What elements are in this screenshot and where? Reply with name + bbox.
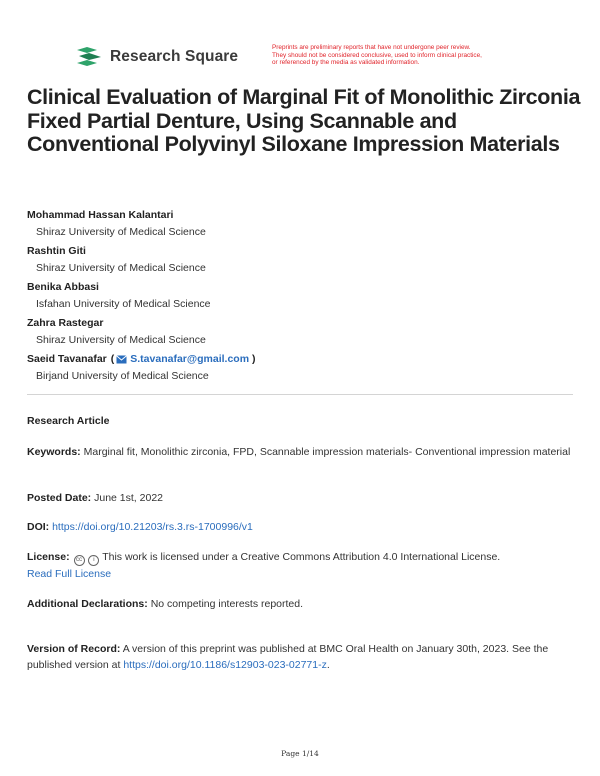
author-list [27, 206, 567, 386]
posted-date-section [27, 490, 577, 506]
research-square-logo[interactable] [75, 46, 238, 68]
mail-icon [116, 355, 127, 364]
author-name[interactable]: Saeid Tavanafar [27, 353, 107, 365]
doi-section [27, 519, 577, 535]
vor-text: A version of this preprint was published at BMC Oral Health on January 30th, 2023. See the published version at [27, 643, 549, 671]
email-link[interactable]: S.tavanafar@gmail.com [130, 353, 250, 365]
version-of-record-section [27, 641, 577, 673]
page-number: Page 1/14 [281, 749, 319, 758]
declarations-label: Additional Declarations: [27, 598, 148, 610]
author-name[interactable]: Rashtin Giti [27, 245, 86, 257]
doi-label: DOI: [27, 521, 50, 533]
posted-date-label: Posted Date: [27, 492, 92, 504]
paper-title: Clinical Evaluation of Marginal Fit of Monolithic Zirconia Fixed Partial Denture, Using Scannable and Conventional Polyvinyl Siloxane Impression Materials [27, 85, 581, 156]
author-entry [27, 278, 567, 314]
preprint-disclaimer [272, 44, 532, 67]
author-entry [27, 242, 567, 278]
author-name[interactable]: Mohammad Hassan Kalantari [27, 209, 174, 221]
author-affiliation: Shiraz University of Medical Science [36, 262, 206, 274]
license-label: License: [27, 551, 70, 563]
author-affiliation: Isfahan University of Medical Science [36, 298, 211, 310]
doi-link[interactable]: https://doi.org/10.21203/rs.3.rs-1700996/v1 [52, 521, 253, 533]
disclaimer-line: or referenced by the media as validated information. [272, 59, 420, 67]
declarations-section [27, 596, 577, 612]
declarations-value: No competing interests reported. [150, 598, 304, 610]
author-entry [27, 314, 567, 350]
license-section [27, 549, 577, 582]
author-affiliation: Birjand University of Medical Science [36, 370, 209, 382]
article-type [27, 413, 577, 429]
author-name[interactable]: Zahra Rastegar [27, 317, 104, 329]
author-email: ( S.tavanafar@gmail.com ) [110, 353, 256, 365]
keywords-label: Keywords: [27, 446, 81, 458]
brand-name: Research Square [110, 48, 239, 65]
divider [27, 394, 573, 395]
posted-date-value: June 1st, 2022 [94, 492, 163, 504]
author-affiliation: Shiraz University of Medical Science [36, 334, 206, 346]
article-type-value: Research Article [27, 415, 110, 427]
vor-end: . [326, 659, 330, 671]
vor-link[interactable]: https://doi.org/10.1186/s12903-023-02771-z [123, 659, 327, 671]
disclaimer-line: Preprints are preliminary reports that have not undergone peer review. [272, 44, 471, 51]
license-text: This work is licensed under a Creative Commons Attribution 4.0 International License. [102, 551, 501, 563]
cc-icon: cc [74, 555, 85, 566]
corresponding-author [27, 350, 567, 368]
cc-by-icon: i [88, 555, 99, 566]
research-square-logo-icon [75, 46, 103, 68]
author-entry [27, 350, 567, 386]
author-entry [27, 206, 567, 242]
disclaimer-line: They should not be considered conclusive, used to inform clinical practice, [272, 51, 482, 59]
read-full-license-link[interactable]: Read Full License [27, 568, 112, 580]
author-affiliation: Shiraz University of Medical Science [36, 226, 206, 238]
keywords-section [27, 444, 577, 460]
author-name[interactable]: Benika Abbasi [27, 281, 99, 293]
vor-label: Version of Record: [27, 643, 121, 655]
keywords-value: Marginal fit, Monolithic zirconia, FPD, Scannable impression materials- Conventional impression material [83, 446, 571, 458]
